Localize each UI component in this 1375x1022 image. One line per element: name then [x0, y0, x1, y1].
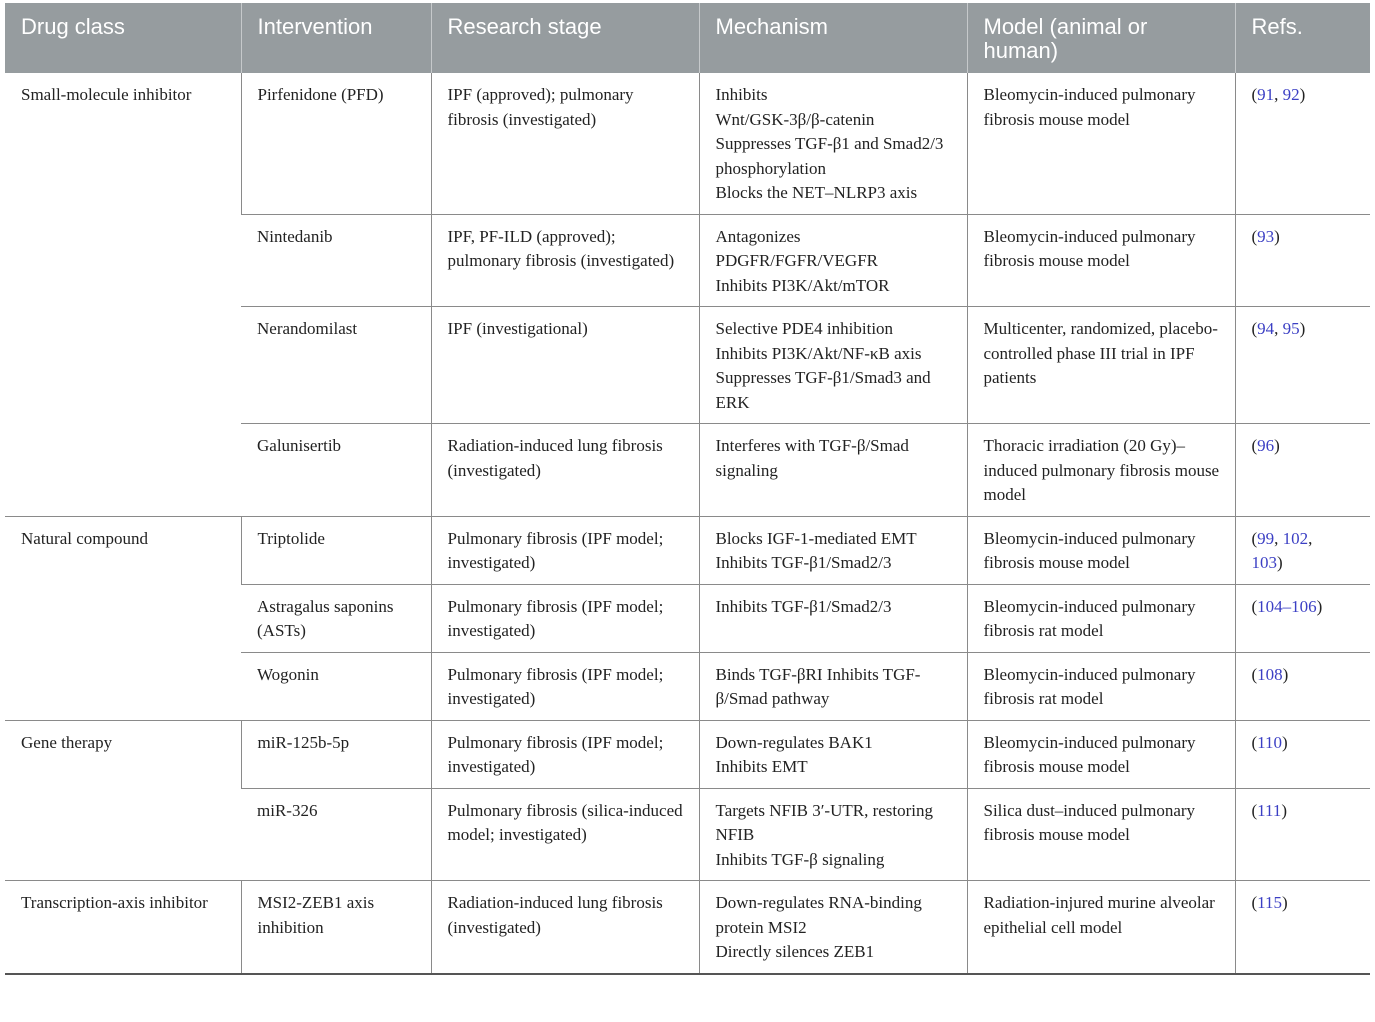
table-row [5, 881, 1370, 974]
reference-link[interactable]: 94 [1257, 319, 1275, 338]
reference-link[interactable]: 102 [1282, 528, 1309, 548]
cell-intervention: MSI2-ZEB1 axis inhibition [241, 881, 431, 974]
cell-refs: (94, 95) [1235, 307, 1370, 424]
reference-link[interactable]: 91 [1257, 85, 1275, 104]
reference-link[interactable]: 110 [1257, 732, 1283, 752]
reference-link[interactable]: 96 [1257, 436, 1275, 455]
reference-link[interactable]: 95 [1282, 319, 1300, 338]
reference-link[interactable]: 104–106 [1257, 596, 1317, 616]
cell-model: Bleomycin-induced pulmonary fibrosis mouse model [967, 73, 1235, 214]
cell-research-stage: Pulmonary fibrosis (silica-induced model; investigated) [431, 788, 699, 881]
cell-refs: (93) [1235, 214, 1370, 307]
cell-refs: (96) [1235, 424, 1370, 517]
cell-research-stage: Pulmonary fibrosis (IPF model; investigated) [431, 652, 699, 720]
reference-link[interactable]: 115 [1257, 893, 1283, 912]
table-row [5, 720, 1370, 788]
cell-model: Radiation-injured murine alveolar epithelial cell model [967, 881, 1235, 974]
header-drug-class: Drug class [5, 3, 241, 73]
cell-research-stage: Pulmonary fibrosis (IPF model; investigated) [431, 516, 699, 584]
cell-mechanism: Antagonizes PDGFR/FGFR/VEGFR Inhibits PI3K/Akt/mTOR [699, 214, 967, 307]
cell-refs: (104–106) [1235, 584, 1370, 652]
cell-model: Bleomycin-induced pulmonary fibrosis rat model [967, 652, 1235, 720]
header-research-stage: Research stage [431, 3, 699, 73]
drug-table [5, 3, 1370, 975]
cell-model: Bleomycin-induced pulmonary fibrosis mouse model [967, 516, 1235, 584]
cell-research-stage: IPF (approved); pulmonary fibrosis (investigated) [431, 73, 699, 214]
cell-drug-class: Natural compound [5, 516, 241, 720]
table-container [5, 3, 1370, 975]
cell-intervention: miR-125b-5p [241, 720, 431, 788]
cell-mechanism: Targets NFIB 3′-UTR, restoring NFIB Inhibits TGF-β signaling [699, 788, 967, 881]
header-intervention: Intervention [241, 3, 431, 73]
cell-mechanism: Interferes with TGF-β/Smad signaling [699, 424, 967, 517]
cell-intervention: Galunisertib [241, 424, 431, 517]
reference-link[interactable]: 99 [1257, 528, 1275, 548]
table-header [5, 3, 1370, 73]
cell-drug-class: Transcription-axis inhibitor [5, 881, 241, 974]
header-refs: Refs. [1235, 3, 1370, 73]
table-row [5, 73, 1370, 214]
cell-research-stage: IPF, PF-ILD (approved); pulmonary fibrosis (investigated) [431, 214, 699, 307]
reference-separator: , [1274, 528, 1283, 548]
cell-intervention: Wogonin [241, 652, 431, 720]
cell-refs: (99, 102, 103) [1235, 516, 1370, 584]
cell-drug-class: Gene therapy [5, 720, 241, 881]
cell-refs: (111) [1235, 788, 1370, 881]
cell-intervention: Triptolide [241, 516, 431, 584]
cell-refs: (108) [1235, 652, 1370, 720]
reference-link[interactable]: 103 [1251, 553, 1277, 572]
cell-model: Thoracic irradiation (20 Gy)–induced pulmonary fibrosis mouse model [967, 424, 1235, 517]
cell-intervention: Astragalus saponins (ASTs) [241, 584, 431, 652]
cell-mechanism: Down-regulates RNA-binding protein MSI2 Directly silences ZEB1 [699, 881, 967, 974]
reference-link[interactable]: 111 [1257, 800, 1282, 820]
cell-research-stage: Pulmonary fibrosis (IPF model; investigated) [431, 720, 699, 788]
cell-mechanism: Selective PDE4 inhibition Inhibits PI3K/Akt/NF-κB axis Suppresses TGF-β1/Smad3 and ERK [699, 307, 967, 424]
reference-link[interactable]: 108 [1257, 664, 1283, 684]
cell-mechanism: Blocks IGF-1-mediated EMT Inhibits TGF-β1/Smad2/3 [699, 516, 967, 584]
cell-refs: (115) [1235, 881, 1370, 974]
table-body [5, 73, 1370, 974]
reference-separator: , [1308, 528, 1313, 548]
cell-model: Silica dust–induced pulmonary fibrosis mouse model [967, 788, 1235, 881]
table-row [5, 516, 1370, 584]
header-model: Model (animal or human) [967, 3, 1235, 73]
cell-mechanism: Inhibits Wnt/GSK-3β/β-catenin Suppresses TGF-β1 and Smad2/3 phosphorylation Blocks the NET–NLRP3 axis [699, 73, 967, 214]
reference-separator: , [1274, 319, 1283, 338]
cell-refs: (110) [1235, 720, 1370, 788]
cell-research-stage: Pulmonary fibrosis (IPF model; investigated) [431, 584, 699, 652]
cell-refs: (91, 92) [1235, 73, 1370, 214]
cell-research-stage: Radiation-induced lung fibrosis (investigated) [431, 424, 699, 517]
cell-intervention: Pirfenidone (PFD) [241, 73, 431, 214]
cell-intervention: Nintedanib [241, 214, 431, 307]
cell-drug-class: Small-molecule inhibitor [5, 73, 241, 516]
reference-link[interactable]: 92 [1282, 85, 1300, 104]
cell-model: Bleomycin-induced pulmonary fibrosis rat model [967, 584, 1235, 652]
reference-link[interactable]: 93 [1257, 226, 1275, 246]
cell-intervention: Nerandomilast [241, 307, 431, 424]
cell-model: Multicenter, randomized, placebo-controlled phase III trial in IPF patients [967, 307, 1235, 424]
cell-research-stage: Radiation-induced lung fibrosis (investigated) [431, 881, 699, 974]
header-row [5, 3, 1370, 73]
cell-model: Bleomycin-induced pulmonary fibrosis mouse model [967, 720, 1235, 788]
cell-mechanism: Down-regulates BAK1 Inhibits EMT [699, 720, 967, 788]
cell-model: Bleomycin-induced pulmonary fibrosis mouse model [967, 214, 1235, 307]
reference-separator: , [1274, 85, 1283, 104]
cell-mechanism: Inhibits TGF-β1/Smad2/3 [699, 584, 967, 652]
header-mechanism: Mechanism [699, 3, 967, 73]
cell-research-stage: IPF (investigational) [431, 307, 699, 424]
cell-intervention: miR-326 [241, 788, 431, 881]
cell-mechanism: Binds TGF-βRI Inhibits TGF-β/Smad pathway [699, 652, 967, 720]
